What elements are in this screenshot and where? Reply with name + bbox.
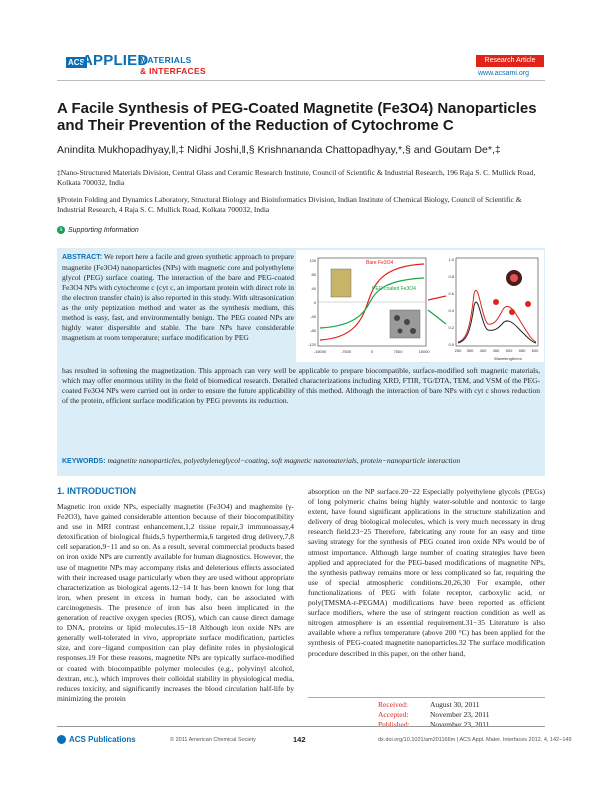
toc-tem-particle	[404, 319, 410, 325]
toc-left-xtick: -7500	[340, 349, 352, 354]
toc-nanoparticle-small	[493, 299, 499, 305]
keywords-text: magnetite nanoparticles, polyethyleneglycol−coating, soft magnetic nanomaterials, protein−nanoparticle interaction	[107, 456, 461, 465]
toc-tem-particle	[394, 315, 400, 321]
copyright: © 2011 American Chemical Society	[170, 737, 256, 743]
toc-right-ytick: 0.8	[448, 274, 454, 279]
accepted-label: Accepted:	[378, 710, 409, 719]
toc-label-peg: PEG-coated Fe3O4	[372, 286, 416, 292]
toc-right-xtick: 550	[518, 348, 526, 353]
affiliation-2: §Protein Folding and Dynamics Laboratory, Structural Biology and Bioinformatics Division, Indian Institute of Chemical Biology, Council of Scientific & Industrial Research, 4 Raja S. C. Mullick Road, Kolkata 700032, India	[57, 195, 522, 214]
accepted-date: November 23, 2011	[430, 710, 490, 719]
journal-name-interfaces: & INTERFACES	[140, 66, 206, 76]
author-list: Anindita Mukhopadhyay,‖,‡ Nidhi Joshi,‖,§ Krishnananda Chattopadhyay,*,§ and Goutam De*,‡	[57, 144, 501, 156]
toc-right-ytick: 0.0	[448, 342, 454, 347]
toc-left-ytick: -120	[307, 342, 316, 347]
history-divider	[308, 697, 545, 698]
toc-tem-particle	[398, 329, 403, 334]
toc-tem-particle	[410, 328, 416, 334]
supporting-info-label: Supporting Information	[68, 226, 139, 234]
toc-left-xtick: -15000	[313, 349, 327, 354]
acs-logo: ACS	[68, 58, 85, 67]
keywords	[62, 456, 540, 467]
toc-label-bare: Bare Fe3O4	[366, 260, 394, 266]
footer-divider	[57, 726, 545, 727]
article-type-badge: Research Article	[476, 55, 544, 67]
toc-right-ytick: 0.4	[448, 308, 454, 313]
abstract-text-2: has resulted in softening the magnetization. This approach can very well be applicable to prepare biocompatible, surface-modified soft magnetic materials, which may offer enormous utility in the field of biomedical research. Detailed characterizations including XRD, FTIR, TG/DTA, TEM, and VSM of the PEG-coated Fe3O4 NPs were carried out in order to ensure the future applicability of this method. Although the interaction of bare NPs with cyt c shows reduction of the protein, efficient surface modification by PEG prevents its reduction.	[62, 366, 540, 405]
toc-left-ytick: 0	[313, 300, 316, 305]
supporting-info-icon: s	[57, 226, 65, 234]
journal-name-applied: APPLIED	[82, 52, 149, 69]
toc-left-ytick: 40	[311, 286, 316, 291]
toc-right-xtick: 500	[505, 348, 513, 353]
journal-url[interactable]: www.acsami.org	[478, 70, 529, 77]
toc-graphic	[296, 250, 544, 362]
acs-publications-icon	[57, 735, 66, 744]
page-number: 142	[293, 735, 306, 744]
received-label: Received:	[378, 700, 408, 709]
section-heading-introduction: 1. INTRODUCTION	[57, 486, 137, 496]
doi-citation[interactable]: dx.doi.org/10.1021/am201166m | ACS Appl. Mater. Interfaces 2012, 4, 142−149	[378, 737, 572, 743]
toc-right-xtick: 350	[466, 348, 474, 353]
affiliation-1: ‡Nano-Structured Materials Division, Central Glass and Ceramic Research Institute, Council of Scientific & Industrial Research, 196 Raja S. C. Mullick Road, Kolkata 700032, India	[57, 168, 536, 187]
abstract-part-1	[62, 252, 294, 343]
header-divider	[57, 80, 545, 81]
toc-right-ytick: 0.2	[448, 325, 454, 330]
toc-right-xtick: 400	[479, 348, 487, 353]
toc-left-ytick: -80	[310, 328, 316, 333]
publisher-name: ACS Publications	[69, 735, 136, 744]
acs-publications-logo[interactable]	[57, 735, 136, 744]
abstract-label: ABSTRACT:	[62, 254, 103, 261]
keywords-label: KEYWORDS:	[62, 458, 106, 465]
journal-name-materials: MATERIALS	[140, 55, 192, 65]
toc-left-xtick: 0	[370, 349, 374, 354]
toc-right-xtick: 600	[531, 348, 539, 353]
body-column-left: Magnetic iron oxide NPs, especially magnetite (Fe3O4) and maghemite (γ-Fe2O3), have gained considerable attention because of their biocompatibility and use in MRI contrast enhancement,1,2 tissue repair,3 immunoassay,4 detoxification of biological fluids,5 hyperthermia,6 targeted drug delivery,7,8 cell separation,9−11 and so on. As a result, several commercial products based on iron oxide NPs are currently available for human diagnostics. However, the use of magnetite NPs may accompany risks and deleterious effects associated with their increased usage particularly when they are used without appropriate characterization as biological agents.12−14 It has been known for long that iron, when present in excess in human body, can be associated with carcinogenesis. The presence of iron has also been implicated in the generation of reactive oxygen species (ROS), which can cause direct damage to DNA, proteins or lipid molecules.15−18 Although iron oxide NPs are generally well-tolerated in vivo, appropriate surface modification, particles size, and core−ligand composition can play definite roles in physiological responses.19 For these reasons, magnetite NPs are typically surface-modified or coated with biocompatible polymer molecules (e.g., polyvinyl alcohol, dextran, etc.), which improves their colloidal stability in physiological media, reduces toxicity, and significantly increases the blood circulation half-life by minimizing the protein	[57, 502, 294, 703]
toc-right-ytick: 1.0	[448, 257, 454, 262]
toc-right-ytick: 0.6	[448, 291, 454, 296]
published-label: Published:	[378, 720, 410, 729]
toc-right-xlabel: Wavelength/nm	[494, 356, 522, 361]
abstract-text-1: We report here a facile and green synthetic approach to prepare magnetite (Fe3O4) nanoparticles (NPs) with magnetic core and polyethylene glycol (PEG) surface coating. The interaction of the bare and PEG-coated Fe3O4 NPs with cytochrome c (cyt c, an important protein with direct role in the electron transfer chain) is also reported in this study. With ultrasonication as the only peptization method and water as the synthesis medium, this method is easy, fast, and environmentally benign. The PEG coated NPs are highly water dispersible and stable. The bare NPs have considerable magnetism at room temperature; surface modification by PEG	[62, 252, 294, 342]
toc-left-ytick: 80	[311, 272, 316, 277]
toc-nanoparticle-small	[509, 309, 515, 315]
article-title: A Facile Synthesis of PEG-Coated Magnetite (Fe3O4) Nanoparticles and Their Prevention of the Reduction of Cytochrome C	[57, 100, 537, 134]
toc-left-xtick: 7500	[393, 349, 403, 354]
toc-right-xtick: 250	[454, 348, 462, 353]
toc-right-xtick: 450	[492, 348, 500, 353]
published-date: November 23, 2011	[430, 720, 490, 729]
toc-left-xtick: 15000	[418, 349, 430, 354]
body-column-right: absorption on the NP surface.20−22 Especially polyethylene glycols (PEGs) of long polymeric chains being highly water-soluble and nontoxic to large extent, have found significant applications in the structure stabilization and delivery of drug biological molecules, which is very much necessary in drug research field.23−25 Therefore, fabricating any route for an easy and time saving strategy for the synthesis of PEG coated iron oxide NPs would be of utmost importance. Although large number of coating strategies have been applied and appreciated for the PEG-based modifications of magnetite NPs, the synthesis pathway remains more or less complicated so far, requiring the use of special atmospheric conditions.20,26,30 For example, other functionalizations of PEG with folate receptor, carboxylic acid, or poly(TMSMA-r-PEGMA) modifications have been reported as efficient surface modifiers, where the use of stringent reaction condition as well as nitrogen atmosphere is an essential requirement.31−35 Literature is also available where a reflux temperature (above 200 °C) has been applied for the synthesis of PEG-coated magnetite nanoparticles.32 The surface modification procedure described in this paper, on the other hand,	[308, 487, 545, 658]
toc-vial-photo	[331, 269, 351, 297]
supporting-info-link[interactable]	[57, 226, 139, 234]
toc-protein-core	[510, 274, 518, 282]
received-date: August 30, 2011	[430, 700, 480, 709]
toc-left-ytick: -40	[310, 314, 316, 319]
toc-nanoparticle-small	[525, 301, 531, 307]
toc-left-ytick: 120	[309, 258, 316, 263]
